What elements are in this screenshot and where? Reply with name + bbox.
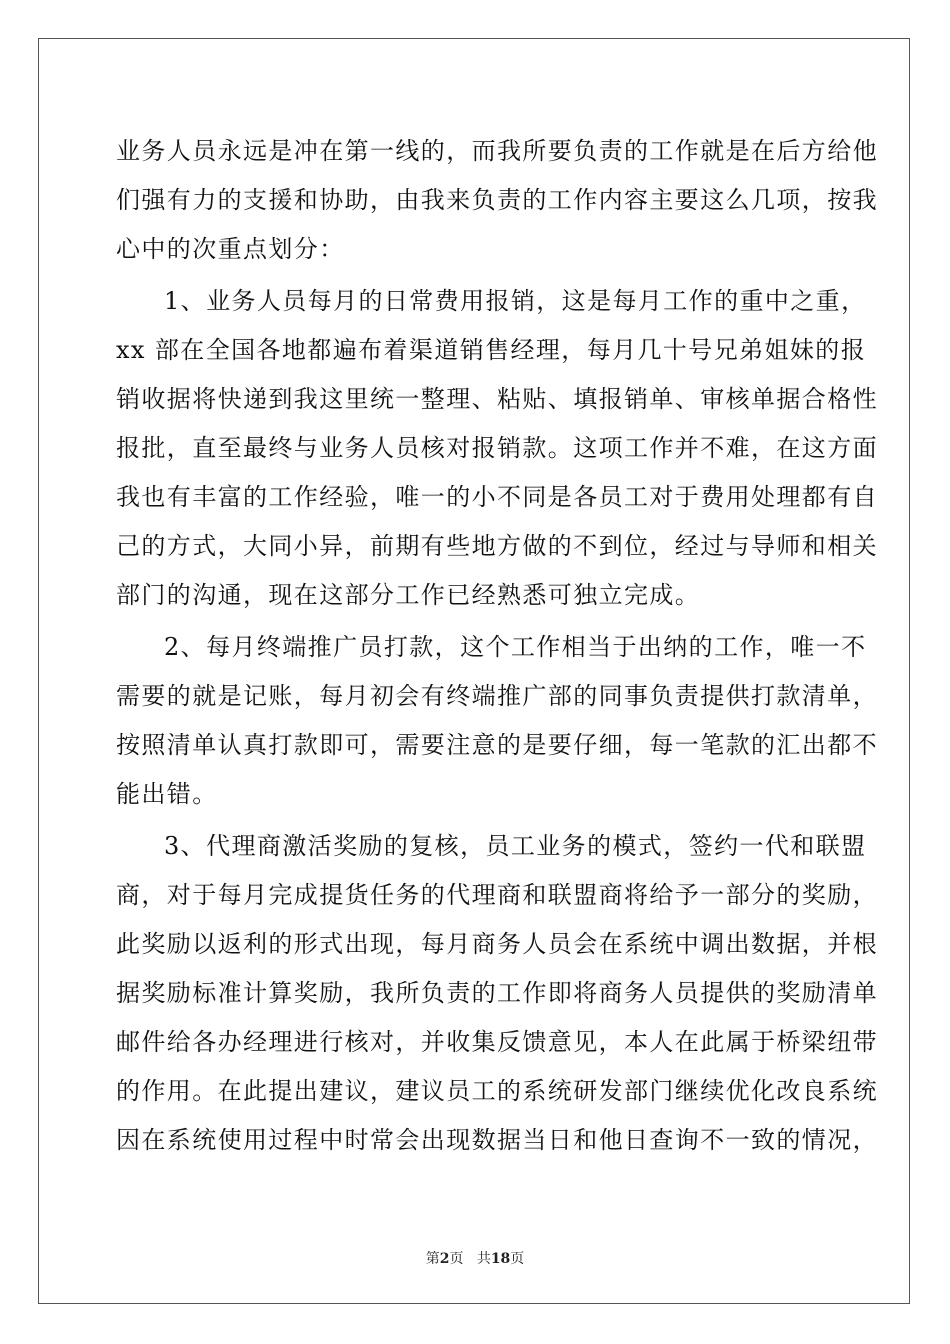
paragraph-1-first-line: 1、业务人员每月的日常费用报销，这是每月工作的重中之重， bbox=[164, 287, 867, 315]
text-line: 此奖励以返利的形式出现，每月商务人员会在系统中调出数据，并根 bbox=[116, 930, 878, 958]
page-prefix: 第 bbox=[425, 1251, 440, 1267]
text-line: 部门的沟通，现在这部分工作已经熟悉可独立完成。 bbox=[116, 581, 701, 609]
page-footer bbox=[0, 1248, 950, 1268]
text-line: 心中的次重点划分： bbox=[116, 235, 345, 263]
text-line: 我也有丰富的工作经验，唯一的小不同是各员工对于费用处理都有自 bbox=[116, 483, 878, 511]
text-line: 能出错。 bbox=[116, 780, 218, 808]
text-line: 己的方式，大同小异，前期有些地方做的不到位，经过与导师和相关 bbox=[116, 532, 878, 560]
text-line: xx 部在全国各地都遍布着渠道销售经理，每月几十号兄弟姐妹的报 bbox=[116, 336, 867, 364]
text-line: 商，对于每月完成提货任务的代理商和联盟商将给予一部分的奖励， bbox=[116, 881, 878, 909]
text-line: 按照清单认真打款即可，需要注意的是要仔细，每一笔款的汇出都不 bbox=[116, 731, 878, 759]
paragraph-3-first-line: 3、代理商激活奖励的复核，员工业务的模式，签约一代和联盟 bbox=[164, 832, 867, 860]
text-line: 业务人员永远是冲在第一线的，而我所要负责的工作就是在后方给他 bbox=[116, 137, 878, 165]
text-line: 邮件给各办经理进行核对，并收集反馈意见，本人在此属于桥梁纽带 bbox=[116, 1028, 878, 1056]
text-line: 们强有力的支援和协助，由我来负责的工作内容主要这么几项，按我 bbox=[116, 186, 878, 214]
paragraph-2-first-line: 2、每月终端推广员打款，这个工作相当于出纳的工作，唯一不 bbox=[164, 633, 867, 661]
total-prefix: 共 bbox=[476, 1251, 491, 1267]
text-line: 需要的就是记账，每月初会有终端推广部的同事负责提供打款清单， bbox=[116, 682, 878, 710]
text-line: 据奖励标准计算奖励，我所负责的工作即将商务人员提供的奖励清单 bbox=[116, 979, 878, 1007]
total-suffix: 页 bbox=[510, 1251, 525, 1267]
text-line: 的作用。在此提出建议，建议员工的系统研发部门继续优化改良系统 bbox=[116, 1077, 878, 1105]
page-border bbox=[38, 38, 910, 1304]
text-line: 销收据将快递到我这里统一整理、粘贴、填报销单、审核单据合格性 bbox=[116, 385, 878, 413]
page-suffix: 页 bbox=[449, 1251, 464, 1267]
text-line: 因在系统使用过程中时常会出现数据当日和他日查询不一致的情况， bbox=[116, 1126, 878, 1154]
text-line: 报批，直至最终与业务人员核对报销款。这项工作并不难，在这方面 bbox=[116, 434, 878, 462]
total-pages: 18 bbox=[490, 1251, 511, 1267]
page-number: 2 bbox=[439, 1251, 450, 1267]
